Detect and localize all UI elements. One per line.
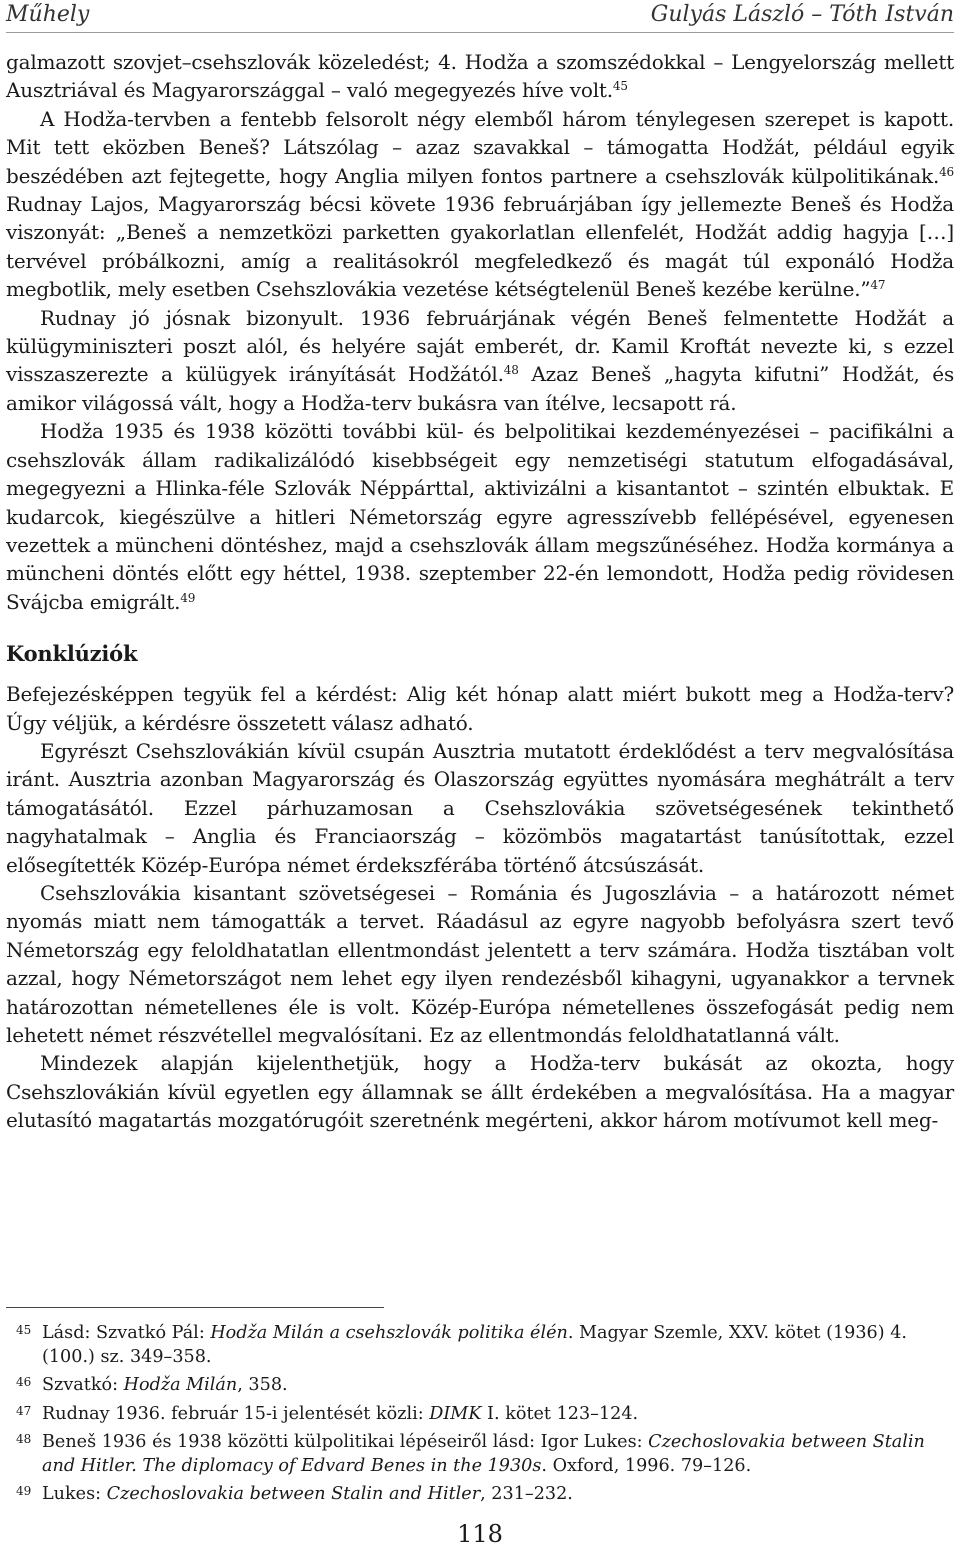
footnote-number: 46 [16,1375,32,1389]
footnote-reference: 48 [503,363,519,378]
footnote-reference: 46 [939,164,954,179]
section-heading: Konklúziók [6,641,138,667]
paragraph: Csehszlovákia kisantant szövetségesei – Románia és Jugoszlávia – a határozott német nyomás miatt nem támogatták a tervet. Ráadásul az egyre nagyobb befolyásra szert tevő Németország egy feloldhatatlan ellentmondást jelentett a terv számára. Hodža tisztában volt azzal, hogy Németországot nem lehet egy ilyen rendezésből kihagyni, ugyanakkor a tervnek határozottan németellenes éle is volt. Közép-Európa németellenes összefogását pedig nem lehetett német részvétellel megvalósítani. Ez az ellentmondás feloldhatatlanná vált. [6,880,954,1047]
footnote-reference: 45 [612,79,628,94]
page-number: 118 [457,1520,503,1548]
footnote-number: 45 [16,1323,32,1337]
paragraph: A Hodža-tervben a fentebb felsorolt négy elemből három ténylegesen szerepet is kapott. Mit tett eközben Beneš? Látszólag – azaz szavakkal – támogatta Hodžát, például egyik beszédében azt fejtegette, hogy Anglia milyen fontos partnere a csehszlovák külpolitikának.$^{46}$ Rudnay Lajos, Magyarország bécsi követe 1936 februárjában így jellemezte Beneš és Hodža viszonyát: „Beneš a nemzetközi parketten gyakorlatlan ellenfelét, Hodžát addig hagyja […] tervével próbálkozni, amíg a realitásokról megfeledkező és magát túl exponáló Hodža megbotlik, mely esetben Csehszlovákia vezetése kétségtelenül Beneš kezébe kerülne.”$^{47}$ [6,106,954,302]
body-paragraphs-top [6,48,954,616]
italic-title: Czechoslovakia between Stalin and Hitler. The diplomacy of Edvard Benes in the 1930s [42,1432,925,1476]
footnote-item: 45 Lásd: Szvatkó Pál: Hodža Milán a csehszlovák politika élén. Magyar Szemle, XXV. kötet (1936) 4. (100.) sz. 349–358. [6,1322,954,1369]
footnote-reference: 49 [180,590,196,605]
paragraph: galmazott szovjet–csehszlovák közeledést; 4. Hodža a szomszédokkal – Lengyelország mellett Ausztriával és Magyarországgal – való megegyezés híve volt.$^{45}$ [6,50,954,103]
article-body [6,48,954,1135]
journal-title: Műhely [6,2,90,27]
paragraph: Befejezésképpen tegyük fel a kérdést: Alig két hónap alatt miért bukott meg a Hodža-terv? Úgy véljük, a kérdésre összetett válasz adható. [6,682,954,735]
footnote-number: 47 [16,1403,32,1418]
italic-title: Hodža Milán [123,1375,238,1395]
footnotes [6,1322,954,1512]
running-header [6,0,954,33]
body-paragraphs-conclusions [6,680,954,1135]
footnote-divider [6,1307,384,1308]
paragraph: Rudnay jó jósnak bizonyult. 1936 februárjának végén Beneš felmentette Hodžát a külügyminiszteri poszt alól, és helyére saját emberét, dr. Kamil Kroftát nevezte ki, s ezzel visszaszerezte a külügyek irányítását Hodžától.$^{48}$ Azaz Beneš „hagyta kifutni” Hodžát, és amikor világossá vált, hogy a Hodža-terv bukásra van ítélve, lecsapott rá. [6,305,955,415]
footnote-item: 49 Lukes: Czechoslovakia between Stalin and Hitler, 231–232. [6,1483,954,1507]
italic-title: Hodža Milán a csehszlovák politika élén [210,1323,568,1343]
footnote-reference: 47 [870,278,886,293]
paragraph: Hodža 1935 és 1938 közötti további kül- és belpolitikai kezdeményezései – pacifikálni a csehszlovák állam radikalizálódó kisebbségeit egy nemzetiségi statutum elfogadásával, megegyezni a Hlinka-féle Szlovák Néppárttal, aktivizálni a kisantantot – szintén elbuktak. E kudarcok, kiegészülve a hitleri Németország egyre agresszívebb fellépésével, egyenesen vezettek a müncheni döntéshez, majd a csehszlovák állam megszűnéséhez. Hodža kormánya a müncheni döntés előtt egy héttel, 1938. szeptember 22-én lemondott, Hodža pedig rövidesen Svájcba emigrált.$^{49}$ [6,419,954,614]
footnote-number: 48 [16,1432,32,1446]
footnote-number: 49 [16,1484,32,1498]
footnote-item: 47 Rudnay 1936. február 15-i jelentését közli: DIMK I. kötet 123–124. [6,1403,954,1427]
footnote-item: 46 Szvatkó: Hodža Milán, 358. [6,1374,954,1398]
italic-title: Czechoslovakia between Stalin and Hitler [106,1484,481,1504]
article-authors: Gulyás László – Tóth István [650,2,954,27]
footnote-item: 48 Beneš 1936 és 1938 közötti külpolitikai lépéseiről lásd: Igor Lukes: Czechoslovakia between Stalin and Hitler. The diplomacy of Edvard Benes in the 1930s. Oxford, 1996. 79–126. [6,1431,954,1478]
italic-title: DIMK [429,1403,482,1424]
paragraph: Egyrészt Csehszlovákián kívül csupán Ausztria mutatott érdeklődést a terv megvalósítása iránt. Ausztria azonban Magyarország és Olaszország együttes nyomására meghátrált a terv támogatásától. Ezzel párhuzamosan a Csehszlovákia szövetségesének tekinthető nagyhatalmak – Anglia és Franciaország – közömbös magatartást tanúsítottak, ezzel elősegítették Közép-Európa német érdekszférába történő átcsúszását. [6,738,954,877]
paragraph: Mindezek alapján kijelenthetjük, hogy a Hodža-terv bukását az okozta, hogy Csehszlovákián kívül egyetlen egy államnak se állt érdekében a megvalósítása. Ha a magyar elutasító magatartás mozgatórugóit szeretnénk megérteni, akkor három motívumot kell meg- [6,1051,954,1133]
